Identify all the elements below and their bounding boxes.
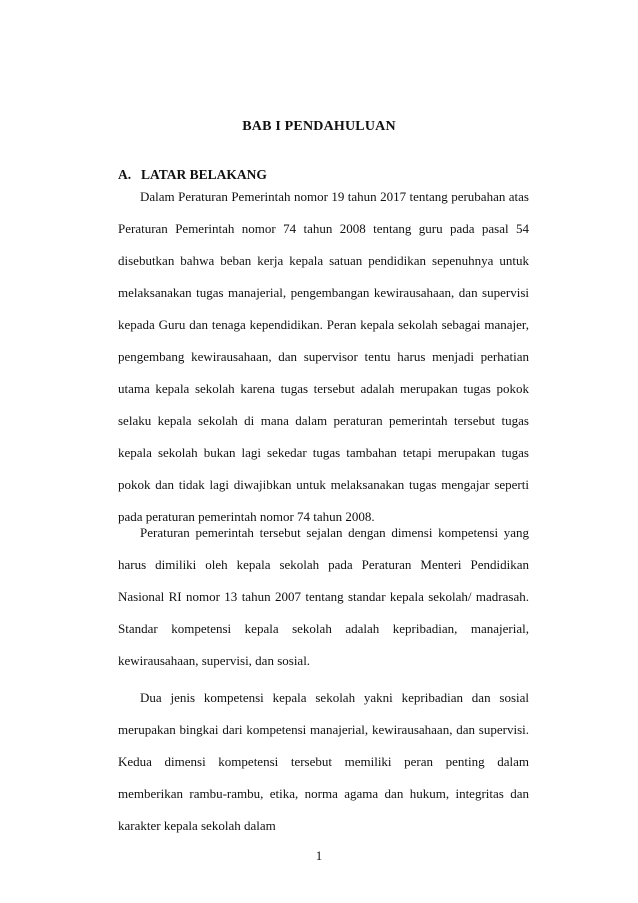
section-title: LATAR BELAKANG — [141, 167, 267, 182]
page-number: 1 — [315, 848, 323, 863]
paragraph-2: Peraturan pemerintah tersebut sejalan dengan dimensi kompetensi yang harus dimiliki oleh kepala sekolah pada Peraturan Menteri Pendidikan Nasional RI nomor 13 tahun 2007 tentang standar kepala sekolah/ madrasah. Standar kompetensi kepala sekolah adalah kepribadian, manajerial, kewirausahaan, supervisi, dan sosial. — [118, 525, 529, 668]
paragraph-1: Dalam Peraturan Pemerintah nomor 19 tahun 2017 tentang perubahan atas Peraturan Pemerintah nomor 74 tahun 2008 tentang guru pada pasal 54 disebutkan bahwa beban kerja kepala satuan pendidikan sepenuhnya untuk melaksanakan tugas manajerial, pengembangan kewirausahaan, dan supervisi kepada Guru dan tenaga kependidikan. Peran kepala sekolah sebagai manajer, pengembang kewirausahaan, dan supervisor tentu harus menjadi perhatian utama kepala sekolah karena tugas tersebut adalah merupakan tugas pokok selaku kepala sekolah di mana dalam peraturan pemerintah tersebut tugas kepala sekolah bukan lagi sekedar tugas tambahan tetapi merupakan tugas pokok dan tidak lagi diwajibkan untuk melaksanakan tugas mengajar seperti pada peraturan pemerintah nomor 74 tahun 2008. — [118, 189, 529, 524]
section-number: A. — [118, 167, 132, 182]
paragraph-3: Dua jenis kompetensi kepala sekolah yakni kepribadian dan sosial merupakan bingkai dari kompetensi manajerial, kewirausahaan, dan supervisi. Kedua dimensi kompetensi tersebut memiliki peran penting dalam memberikan rambu-rambu, etika, norma agama dan hukum, integritas dan karakter kepala sekolah dalam — [118, 690, 529, 833]
chapter-title: BAB I PENDAHULUAN — [242, 119, 396, 134]
